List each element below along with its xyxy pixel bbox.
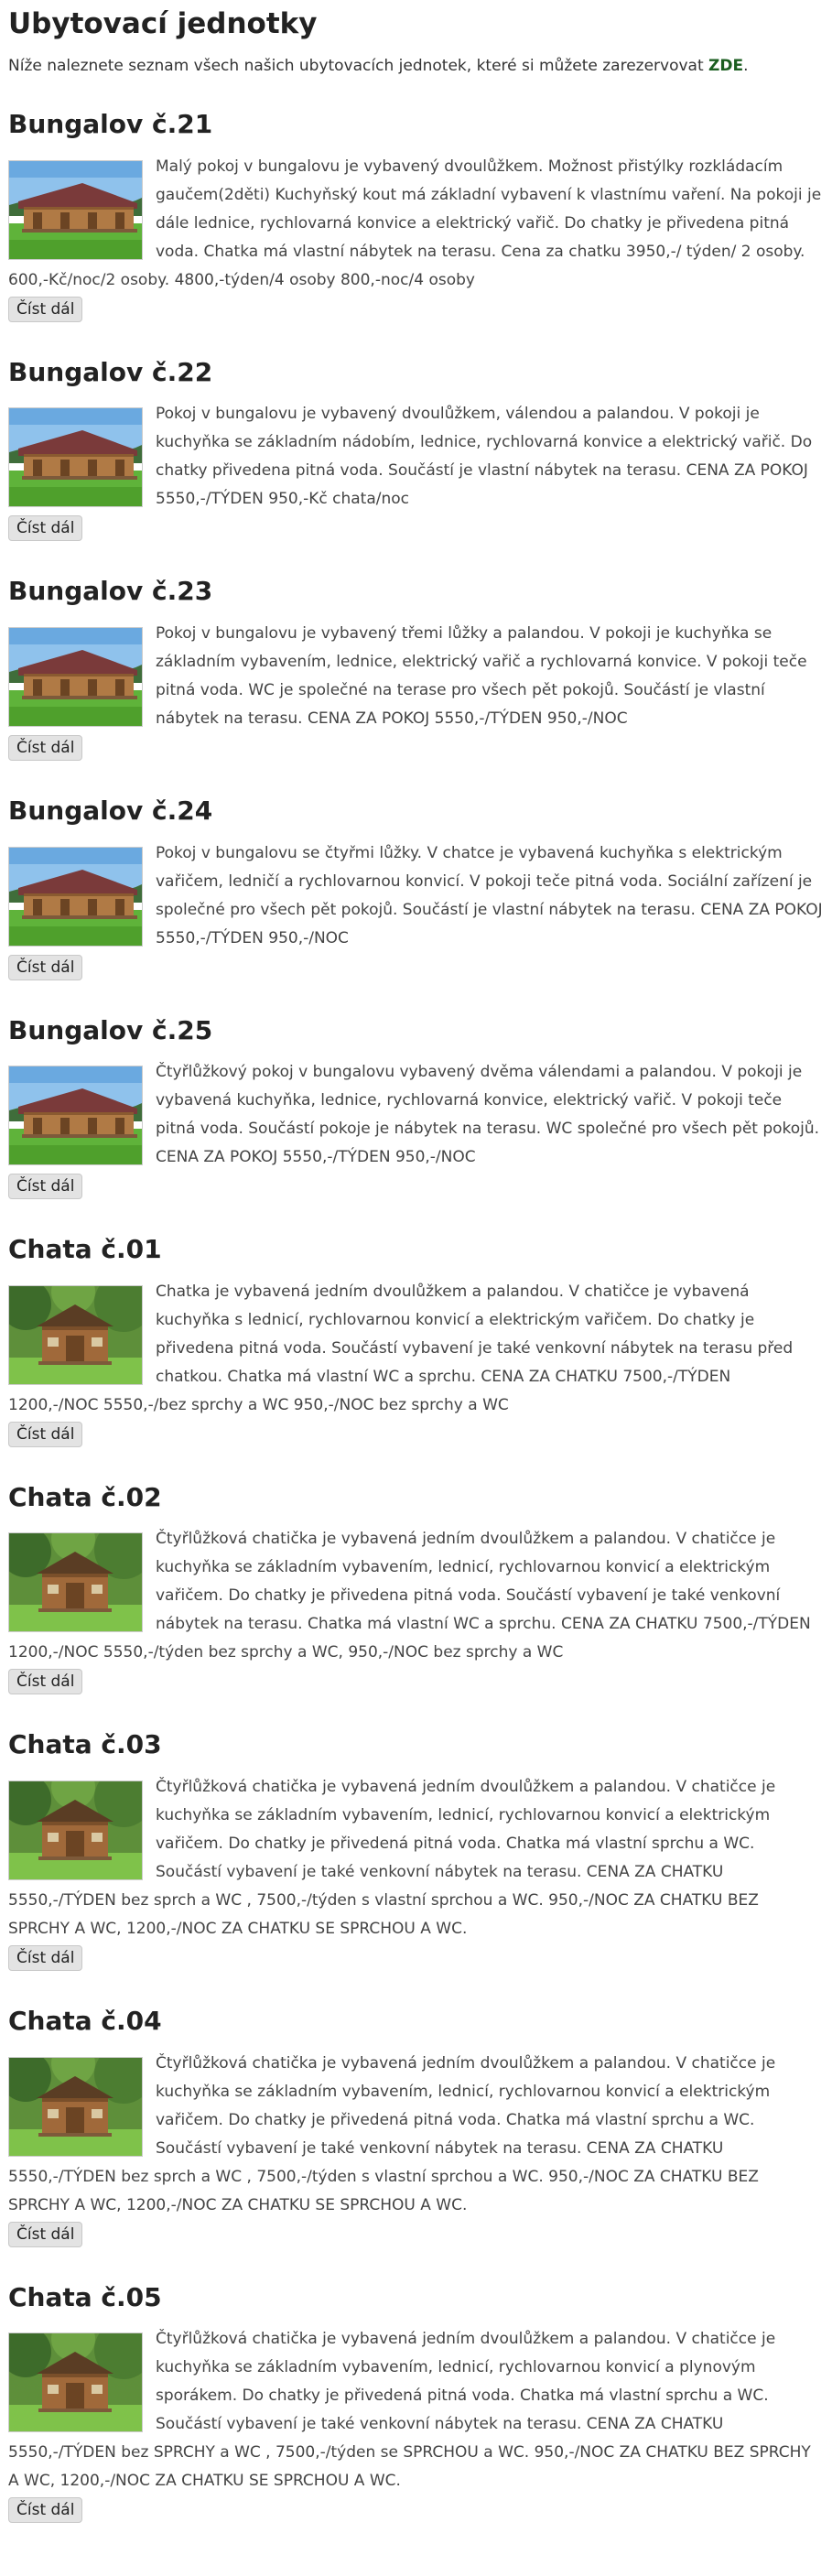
- unit-title: Chata č.01: [8, 1234, 162, 1265]
- unit-title: Chata č.04: [8, 2005, 162, 2036]
- cabin-photo[interactable]: [8, 1780, 143, 1880]
- unit-description: Pokoj v bungalovu je vybavený dvoulůžkem, válendou a palandou. V pokoji je kuchyňka se základním nádobím, lednice, rychlovarná konvice a elektrický vařič. Do chatky přivedena pitná voda. Součástí je vlastní nábytek na terasu. CENA ZA POKOJ 5550,-/TÝDEN 950,-Kč chata/noc: [156, 405, 813, 509]
- unit-item: [8, 2006, 824, 2282]
- unit-item: [8, 2282, 824, 2559]
- unit-title: Bungalov č.21: [8, 109, 213, 140]
- intro-paragraph: [8, 54, 824, 78]
- read-more-button[interactable]: Číst dál: [8, 1669, 82, 1694]
- unit-description: Čtyřlůžková chatička je vybavená jedním dvoulůžkem a palandou. V chatičce je kuchyňka se základním vybavením, lednicí, rychlovarnou konvicí a elektrickým vařičem. Do chatky je přivedená pitná voda. Chatka má vlastní sprchu a WC. Součástí vybavení je také venkovní nábytek na terasu. CENA ZA CHATKU 5550,-/TÝDEN bez sprch a WC , 7500,-/týden s vlastní sprchou a WC. 950,-/NOC ZA CHATKU BEZ SPRCHY A WC, 1200,-/NOC ZA CHATKU SE SPRCHOU A WC.: [8, 1777, 776, 1938]
- unit-title: Chata č.05: [8, 2281, 162, 2312]
- reservation-link[interactable]: ZDE: [708, 57, 744, 76]
- unit-body: [8, 1058, 824, 1172]
- unit-item: [8, 796, 824, 1015]
- unit-body: [8, 839, 824, 953]
- unit-description: Malý pokoj v bungalovu je vybavený dvoulůžkem. Možnost přistýlky rozkládacím gaučem(2děti) Kuchyňský kout má základní vybavení k vlastnímu vaření. Na pokoji je dále lednice, rychlovarná konvice a elektrický vařič. Do chatky je přivedena pitná voda. Chatka má vlastní nábytek na terasu. Cena za chatku 3950,-/ týden/ 2 osoby. 600,-Kč/noc/2 osoby. 4800,-týden/4 osoby 800,-noc/4 osoby: [8, 157, 822, 289]
- unit-item: [8, 109, 824, 357]
- unit-body: [8, 2050, 824, 2220]
- cabin-photo[interactable]: [8, 1285, 143, 1385]
- bungalow-photo[interactable]: [8, 160, 143, 260]
- unit-title: Bungalov č.24: [8, 795, 213, 826]
- read-more-button[interactable]: Číst dál: [8, 1174, 82, 1199]
- unit-title: Bungalov č.25: [8, 1014, 213, 1045]
- page-title: Ubytovací jednotky: [8, 7, 318, 40]
- unit-description: Pokoj v bungalovu je vybavený třemi lůžky a palandou. V pokoji je kuchyňka se základním vybavením, lednice, elektrický vařič a rychlovarná konvice. V pokoji teče pitná voda. WC je společné na terase pro všech pět pokojů. Součástí je vlastní nábytek na terasu. CENA ZA POKOJ 5550,-/TÝDEN 950,-/NOC: [156, 623, 807, 728]
- bungalow-photo[interactable]: [8, 627, 143, 727]
- unit-item: [8, 1015, 824, 1235]
- unit-item: [8, 576, 824, 796]
- read-more-button[interactable]: Číst dál: [8, 2222, 82, 2247]
- read-more-button[interactable]: Číst dál: [8, 735, 82, 761]
- unit-body: [8, 1278, 824, 1420]
- unit-body: [8, 1773, 824, 1943]
- bungalow-photo[interactable]: [8, 1066, 143, 1165]
- bungalow-photo[interactable]: [8, 407, 143, 507]
- unit-body: [8, 1525, 824, 1667]
- read-more-button[interactable]: Číst dál: [8, 2497, 82, 2523]
- unit-item: [8, 357, 824, 577]
- read-more-button[interactable]: Číst dál: [8, 955, 82, 980]
- cabin-photo[interactable]: [8, 2332, 143, 2432]
- unit-item: [8, 1482, 824, 1730]
- unit-body: [8, 153, 824, 295]
- unit-description: Pokoj v bungalovu se čtyřmi lůžky. V chatce je vybavená kuchyňka s elektrickým vařičem, ledničí a rychlovarnou konvicí. V pokoji teče pitná voda. Sociální zařízení je společné pro všech pět pokojů. Součástí je vlastní nábytek na terasu. CENA ZA POKOJ 5550,-/TÝDEN 950,-/NOC: [156, 843, 823, 947]
- intro-text: Níže naleznete seznam všech našich ubytovacích jednotek, které si můžete zarezervovat: [8, 57, 709, 76]
- unit-description: Čtyřlůžková chatička je vybavená jedním dvoulůžkem a palandou. V chatičce je kuchyňka se základním vybavením, lednicí, rychlovarnou konvicí a elektrickým vařičem. Do chatky je přivedená pitná voda. Chatka má vlastní sprchu a WC. Součástí vybavení je také venkovní nábytek na terasu. CENA ZA CHATKU 5550,-/TÝDEN bez sprch a WC , 7500,-/týden s vlastní sprchou a WC. 950,-/NOC ZA CHATKU BEZ SPRCHY A WC, 1200,-/NOC ZA CHATKU SE SPRCHOU A WC.: [8, 2053, 776, 2214]
- read-more-button[interactable]: Číst dál: [8, 297, 82, 322]
- cabin-photo[interactable]: [8, 1532, 143, 1632]
- unit-title: Chata č.03: [8, 1729, 162, 1760]
- unit-title: Bungalov č.22: [8, 356, 213, 387]
- unit-body: [8, 400, 824, 514]
- cabin-photo[interactable]: [8, 2057, 143, 2157]
- unit-description: Čtyřlůžková chatička je vybavená jedním dvoulůžkem a palandou. V chatičce je kuchyňka se základním vybavením, lednicí, rychlovarnou konvicí a elektrickým vařičem. Do chatky je přivedena pitná voda. Součástí vybavení je také venkovní nábytek na terasu. Chatka má vlastní WC a sprchu. CENA ZA CHATKU 7500,-/TÝDEN 1200,-/NOC 5550,-/týden bez sprchy a WC, 950,-/NOC bez sprchy a WC: [8, 1530, 811, 1662]
- unit-body: [8, 620, 824, 733]
- unit-title: Chata č.02: [8, 1481, 162, 1512]
- unit-body: [8, 2325, 824, 2495]
- unit-description: Chatka je vybavená jedním dvoulůžkem a palandou. V chatičce je vybavená kuchyňka s lednicí, rychlovarnou konvicí a elektrickým vařičem. Do chatky je přivedena pitná voda. Součástí vybavení je také venkovní nábytek na terasu před chatkou. Chatka má vlastní WC a sprchu. CENA ZA CHATKU 7500,-/TÝDEN 1200,-/NOC 5550,-/bez sprchy a WC 950,-/NOC bez sprchy a WC: [8, 1282, 794, 1414]
- unit-item: [8, 1729, 824, 2006]
- unit-item: [8, 1234, 824, 1482]
- unit-title: Bungalov č.23: [8, 576, 213, 607]
- read-more-button[interactable]: Číst dál: [8, 515, 82, 541]
- read-more-button[interactable]: Číst dál: [8, 1945, 82, 1971]
- unit-description: Čtyřlůžkový pokoj v bungalovu vybavený dvěma válendami a palandou. V pokoji je vybavená kuchyňka, lednice, rychlovarná konvice, elektrický vařič. V pokoji teče pitná voda. Součástí pokoje je nábytek na terasu. WC společné pro všech pět pokojů. CENA ZA POKOJ 5550,-/TÝDEN 950,-/NOC: [156, 1063, 820, 1167]
- unit-description: Čtyřlůžková chatička je vybavená jedním dvoulůžkem a palandou. V chatičce je kuchyňka se základním vybavením, lednicí, rychlovarnou konvicí a plynovým sporákem. Do chatky je přivedená pitná voda. Chatka má vlastní sprchu a WC. Součástí vybavení je také venkovní nábytek na terasu. CENA ZA CHATKU 5550,-/TÝDEN bez SPRCHY a WC , 7500,-/týden se SPRCHOU a WC. 950,-/NOC ZA CHATKU BEZ SPRCHY A WC, 1200,-/NOC ZA CHATKU SE SPRCHOU A WC.: [8, 2330, 811, 2491]
- bungalow-photo[interactable]: [8, 847, 143, 947]
- read-more-button[interactable]: Číst dál: [8, 1422, 82, 1447]
- unit-list: [8, 109, 824, 2558]
- intro-end: .: [743, 57, 749, 76]
